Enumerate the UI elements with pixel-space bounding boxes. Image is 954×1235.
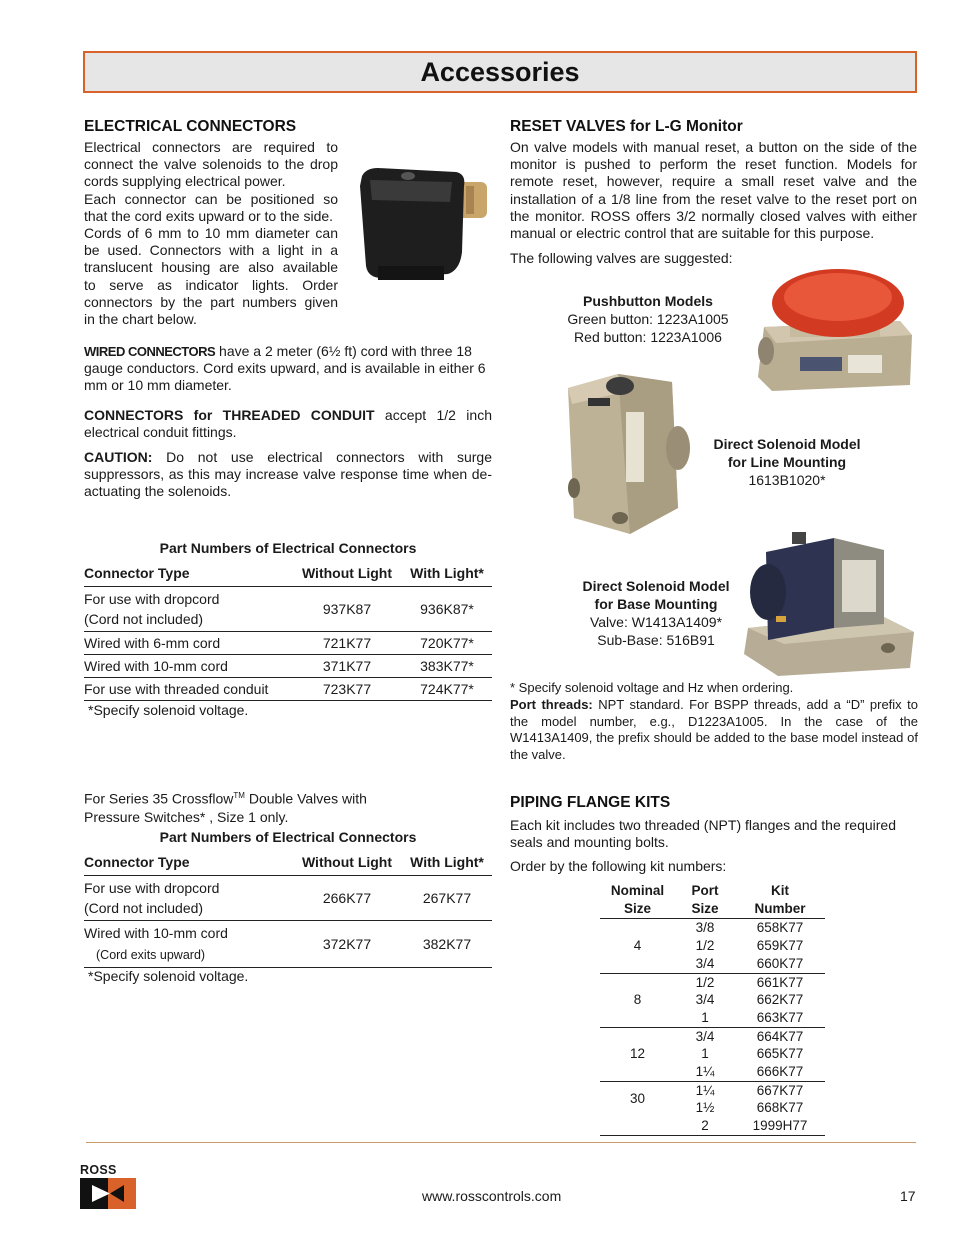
intro-line: Each connector can be positioned so xyxy=(84,190,338,207)
part-without-light: 371K77 xyxy=(292,654,402,677)
table-row xyxy=(84,677,492,700)
kit-number: 1999H77 xyxy=(735,1117,825,1135)
series35-line1-post: Double Valves with xyxy=(244,790,367,807)
series35-line1-pre: For Series 35 Crossflow xyxy=(84,790,234,807)
part-with-light: 382K77 xyxy=(402,920,492,967)
footer-divider xyxy=(86,1142,916,1143)
kit-number: 659K77 xyxy=(756,938,804,954)
header-port: Port xyxy=(691,883,719,898)
kit-number: 662K77 xyxy=(756,992,804,1008)
wired-connectors-text: have a 2 meter (6½ ft) cord with three 18 gauge conductors. Cord exits upward, and is available in either 6 mm or 10 mm diameter. xyxy=(84,343,486,394)
footer-url[interactable]: www.rosscontrols.com xyxy=(422,1188,562,1204)
line-mount-title1: Direct Solenoid Model xyxy=(713,436,861,452)
port-size: 1/2 xyxy=(695,938,715,954)
nominal-size: 8 xyxy=(600,973,675,1027)
port-size: 1¼ xyxy=(695,1082,715,1098)
part-without-light: 372K77 xyxy=(292,920,402,967)
reset-valves-text: On valve models with manual reset, a button on the side of the monitor is pushed to perform the reset function. Models for remote reset, however, require a small reset valve and the installation of a 1/8 line from the reset valve to the reset port on the monitor. ROSS offers 3/2 normally closed valves with either manual or electric control that are suitable for this purpose. xyxy=(510,139,917,242)
nominal-size: 30 xyxy=(600,1081,675,1135)
trademark-sup: TM xyxy=(233,791,245,800)
table-row xyxy=(600,1081,825,1099)
kit-number: 664K77 xyxy=(756,1028,804,1044)
line-mount-part: 1613B1020* xyxy=(748,472,826,488)
table2-footnote: *Specify solenoid voltage. xyxy=(88,968,249,984)
nominal-size: 4 xyxy=(600,919,675,973)
header-connector-type: Connector Type xyxy=(84,849,292,875)
electrical-intro xyxy=(84,139,338,328)
connector-type: For use with dropcord xyxy=(84,590,220,607)
base-mount-title1: Direct Solenoid Model xyxy=(582,578,730,594)
connector-type-note: (Cord not included) xyxy=(84,610,204,627)
caution-text: Do not use electrical connectors with surge suppressors, as this may increase valve response time when de-actuating the solenoids. xyxy=(84,449,492,500)
intro-line: that the cord exits upward or to the side. xyxy=(84,207,334,224)
conduit-text: accept 1/2 inch electrical conduit fittings. xyxy=(84,407,492,441)
header-without-light: Without Light xyxy=(292,849,402,875)
intro-line: to serve as indicator lights. Order xyxy=(84,276,338,293)
header-kit: Kit xyxy=(771,883,789,898)
header-size: Size xyxy=(691,900,719,916)
port-threads-note xyxy=(510,697,918,764)
port-threads-label: Port threads: xyxy=(510,697,593,712)
suggested-valves-text: The following valves are suggested: xyxy=(510,250,733,266)
port-size: 1/2 xyxy=(695,974,715,990)
ross-logo-text: ROSS xyxy=(80,1163,117,1177)
table-row xyxy=(600,973,825,991)
ross-logo-mark xyxy=(80,1178,136,1209)
port-size: 3/4 xyxy=(695,992,715,1008)
port-size: 1¼ xyxy=(675,1063,735,1081)
series35-parts-table xyxy=(84,849,492,968)
table-row xyxy=(600,919,825,937)
port-size: 1½ xyxy=(695,1100,715,1116)
conduit-paragraph xyxy=(84,407,492,441)
table1-footnote: *Specify solenoid voltage. xyxy=(88,702,249,718)
header-without-light: Without Light xyxy=(292,560,402,586)
intro-line: cords supplying electrical power. xyxy=(84,173,286,190)
part-without-light: 721K77 xyxy=(292,631,402,654)
base-mount-subbase-part: Sub-Base: 516B91 xyxy=(597,632,715,648)
header-with-light: With Light* xyxy=(402,560,492,586)
table-header-row xyxy=(84,560,492,586)
connector-type: Wired with 6-mm cord xyxy=(84,631,292,654)
base-mount-block xyxy=(556,577,756,649)
header-size: Size xyxy=(623,900,651,916)
green-button-part: Green button: 1223A1005 xyxy=(567,311,729,327)
part-without-light: 266K77 xyxy=(292,875,402,920)
connector-type: For use with threaded conduit xyxy=(84,677,292,700)
intro-line: in the chart below. xyxy=(84,311,197,328)
flange-order-text: Order by the following kit numbers: xyxy=(510,858,727,874)
connector-type: For use with dropcord xyxy=(84,879,220,896)
wired-connectors-paragraph xyxy=(84,343,492,395)
intro-line: connectors by the part numbers given xyxy=(84,293,338,310)
connector-type-note: (Cord exits upward) xyxy=(96,947,206,962)
header-connector-type: Connector Type xyxy=(84,560,292,586)
header-nominal: Nominal xyxy=(610,883,665,898)
piping-flange-heading: PIPING FLANGE KITS xyxy=(510,794,671,811)
table-row xyxy=(84,631,492,654)
port-size: 1 xyxy=(675,1009,735,1027)
part-without-light: 937K87 xyxy=(292,586,402,631)
series35-line2: Pressure Switches* , Size 1 only. xyxy=(84,808,289,825)
flange-description: Each kit includes two threaded (NPT) flanges and the required seals and mounting bolts. xyxy=(510,817,896,851)
ross-logo xyxy=(80,1164,142,1210)
table-row xyxy=(84,654,492,677)
port-size: 1 xyxy=(701,1046,709,1062)
conduit-label: CONNECTORS for THREADED CONDUIT xyxy=(84,407,375,423)
red-button-part: Red button: 1223A1006 xyxy=(574,329,722,345)
electrical-connectors-heading: ELECTRICAL CONNECTORS xyxy=(84,118,297,135)
connector-type: Wired with 10-mm cord xyxy=(84,924,228,941)
table-row xyxy=(84,586,492,631)
port-size: 2 xyxy=(675,1117,735,1135)
line-mount-block xyxy=(700,435,874,489)
kit-number: 668K77 xyxy=(756,1100,804,1116)
part-with-light: 720K77* xyxy=(402,631,492,654)
caution-paragraph xyxy=(84,449,492,501)
intro-line: translucent housing are also available xyxy=(84,259,338,276)
part-with-light: 936K87* xyxy=(402,586,492,631)
table-header-row xyxy=(84,849,492,875)
table-row xyxy=(84,875,492,920)
connector-parts-table xyxy=(84,560,492,701)
table-header-row xyxy=(600,882,825,919)
port-size: 3/4 xyxy=(695,1028,715,1044)
reset-valves-heading: RESET VALVES for L-G Monitor xyxy=(510,118,743,135)
intro-line: connect the valve solenoids to the drop xyxy=(84,156,338,173)
port-threads-text: NPT standard. For BSPP threads, add a “D” prefix to the model number, e.g., D1223A1005. In the case of the W1413A1409, the prefix should be added to the base model instead of the valve. xyxy=(510,697,918,763)
line-mount-title2: for Line Mounting xyxy=(727,454,847,470)
flange-kit-table xyxy=(600,882,825,1136)
kit-number: 663K77 xyxy=(735,1009,825,1027)
line-mount-valve-image xyxy=(560,368,692,538)
table2-caption: Part Numbers of Electrical Connectors xyxy=(159,829,417,845)
header-number: Number xyxy=(754,900,806,916)
nominal-size: 12 xyxy=(600,1027,675,1081)
pushbutton-title: Pushbutton Models xyxy=(583,293,713,309)
pushbutton-valve-image xyxy=(750,263,920,395)
part-with-light: 724K77* xyxy=(402,677,492,700)
caution-label: CAUTION: xyxy=(84,449,153,465)
intro-line: Cords of 6 mm to 10 mm diameter can xyxy=(84,225,338,242)
part-with-light: 383K77* xyxy=(402,654,492,677)
base-mount-title2: for Base Mounting xyxy=(594,596,718,612)
connector-type-note: (Cord not included) xyxy=(84,899,204,916)
base-mount-valve-part: Valve: W1413A1409* xyxy=(589,614,723,630)
kit-number: 661K77 xyxy=(756,974,804,990)
intro-line: be used. Connectors with a light in a xyxy=(84,242,338,259)
port-size: 3/4 xyxy=(675,955,735,973)
kit-number: 658K77 xyxy=(756,920,804,936)
intro-line: Electrical connectors are required to xyxy=(84,139,338,155)
pushbutton-models-block xyxy=(548,292,748,346)
part-with-light: 267K77 xyxy=(402,875,492,920)
header-with-light: With Light* xyxy=(402,849,492,875)
table-row xyxy=(84,920,492,967)
connector-type: Wired with 10-mm cord xyxy=(84,654,292,677)
part-without-light: 723K77 xyxy=(292,677,402,700)
base-mount-valve-image xyxy=(738,528,920,678)
kit-number: 660K77 xyxy=(735,955,825,973)
table1-caption: Part Numbers of Electrical Connectors xyxy=(159,540,417,556)
series35-note xyxy=(84,787,492,826)
table-row xyxy=(600,1027,825,1045)
page-title: Accessories xyxy=(83,51,917,93)
page-number: 17 xyxy=(900,1188,916,1204)
kit-number: 665K77 xyxy=(756,1046,804,1062)
electrical-connector-image xyxy=(352,162,492,284)
kit-number: 666K77 xyxy=(735,1063,825,1081)
voltage-note: * Specify solenoid voltage and Hz when ordering. xyxy=(510,680,794,695)
wired-connectors-label: WIRED CONNECTORS xyxy=(84,344,216,359)
port-size: 3/8 xyxy=(695,920,715,936)
kit-number: 667K77 xyxy=(756,1082,804,1098)
